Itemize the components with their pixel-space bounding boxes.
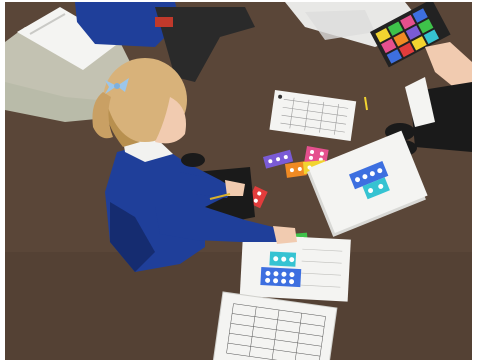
- numicon-tile-cyan-bottom: [269, 251, 296, 266]
- girl-hand-bottom: [273, 226, 297, 244]
- scene-illustration: [5, 2, 472, 360]
- hair-bow-knot: [114, 83, 120, 89]
- classroom-photo: [5, 2, 472, 360]
- numicon-tile-blue-bottom: [260, 267, 301, 287]
- girl-shoe: [181, 153, 205, 167]
- background-child-cuff: [155, 17, 173, 27]
- worksheet-bottom: [240, 234, 351, 302]
